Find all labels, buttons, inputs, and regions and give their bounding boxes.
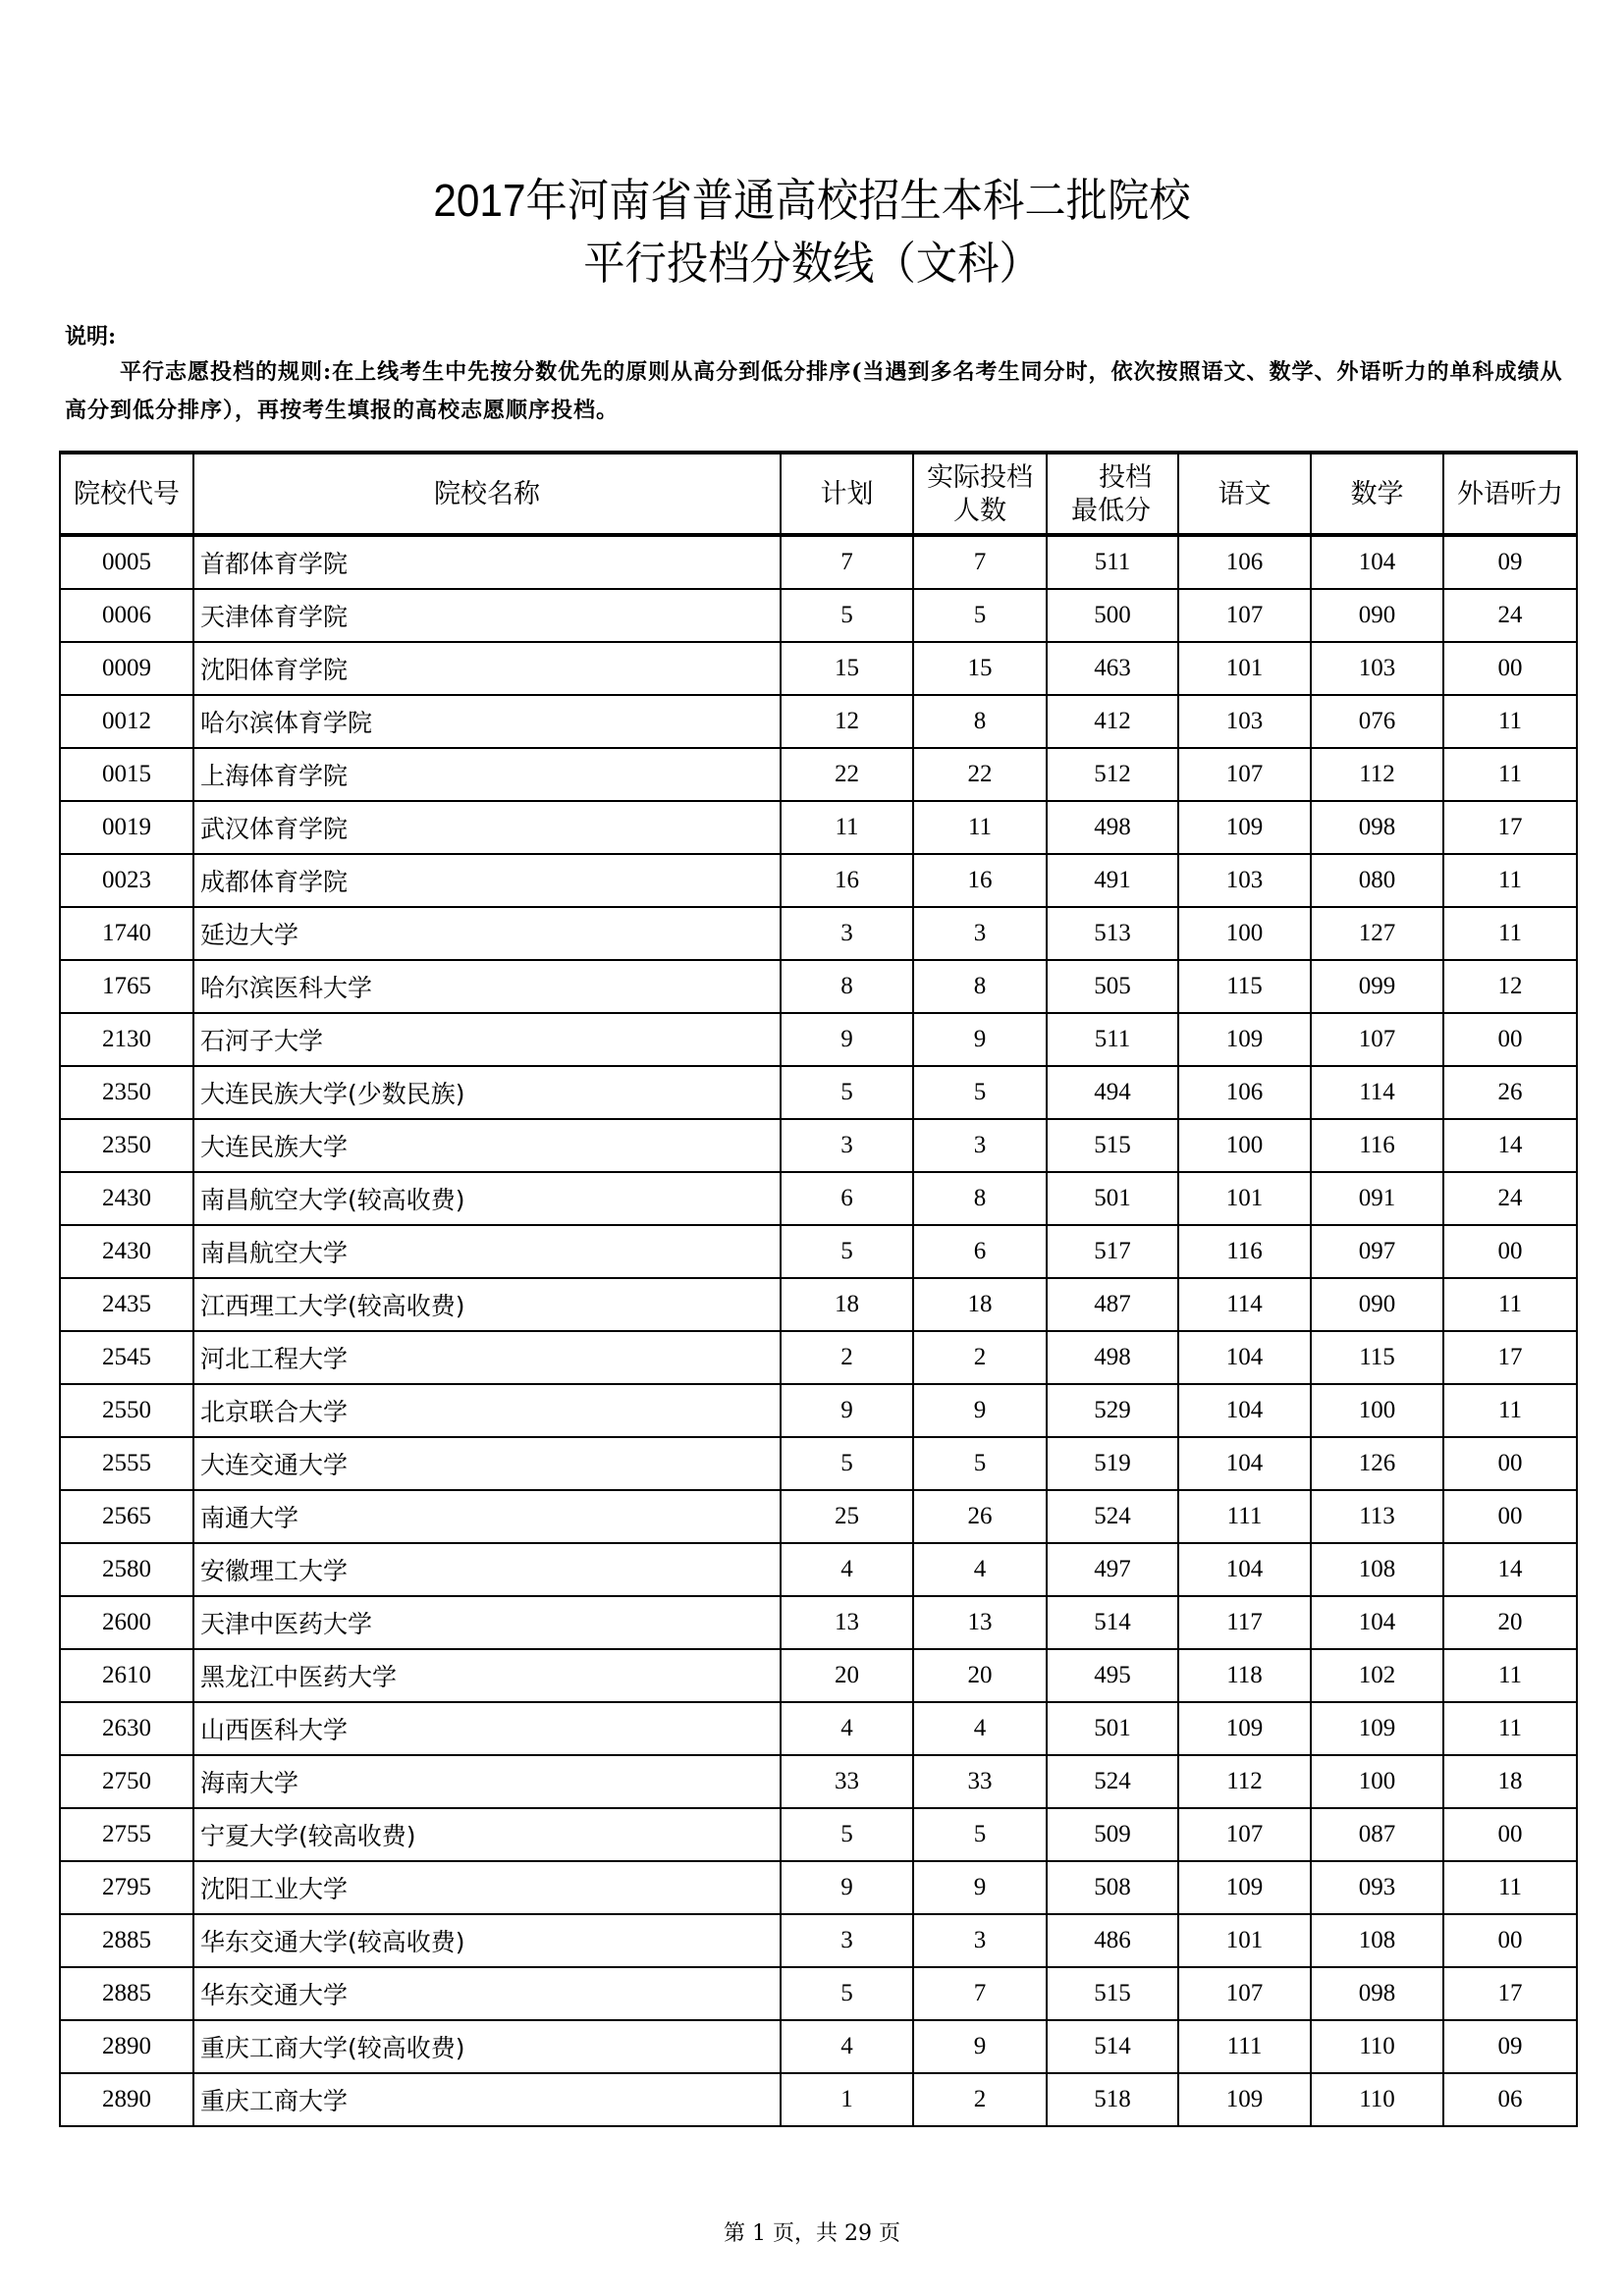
cell-min-score: 500 xyxy=(1047,589,1178,642)
cell-math: 104 xyxy=(1311,1596,1443,1649)
cell-actual: 5 xyxy=(913,1437,1047,1490)
cell-listening: 17 xyxy=(1443,1967,1577,2020)
cell-actual: 5 xyxy=(913,589,1047,642)
cell-chinese: 114 xyxy=(1178,1278,1311,1331)
cell-actual: 15 xyxy=(913,642,1047,695)
cell-plan: 4 xyxy=(781,1543,913,1596)
cell-plan: 12 xyxy=(781,695,913,748)
table-row xyxy=(60,1649,1577,1702)
cell-name: 哈尔滨体育学院 xyxy=(193,695,781,748)
table-row xyxy=(60,2020,1577,2073)
cell-min-score: 508 xyxy=(1047,1861,1178,1914)
table-row xyxy=(60,589,1577,642)
cell-chinese: 100 xyxy=(1178,907,1311,960)
cell-min-score: 509 xyxy=(1047,1808,1178,1861)
cell-chinese: 103 xyxy=(1178,854,1311,907)
cell-chinese: 111 xyxy=(1178,2020,1311,2073)
header-col-plan: 计划 xyxy=(781,453,913,535)
cell-name: 上海体育学院 xyxy=(193,748,781,801)
cell-chinese: 103 xyxy=(1178,695,1311,748)
score-table xyxy=(59,451,1578,2127)
cell-actual: 18 xyxy=(913,1278,1047,1331)
cell-plan: 11 xyxy=(781,801,913,854)
cell-chinese: 106 xyxy=(1178,1066,1311,1119)
cell-min-score: 512 xyxy=(1047,748,1178,801)
cell-math: 112 xyxy=(1311,748,1443,801)
cell-chinese: 111 xyxy=(1178,1490,1311,1543)
cell-name: 成都体育学院 xyxy=(193,854,781,907)
cell-min-score: 515 xyxy=(1047,1967,1178,2020)
cell-math: 116 xyxy=(1311,1119,1443,1172)
document-subtitle: 平行投档分数线（文科） xyxy=(583,238,1041,289)
cell-code: 2580 xyxy=(60,1543,193,1596)
table-row xyxy=(60,535,1577,589)
header-col-min-score xyxy=(1047,453,1178,535)
cell-code: 2130 xyxy=(60,1013,193,1066)
cell-code: 2795 xyxy=(60,1861,193,1914)
cell-min-score: 491 xyxy=(1047,854,1178,907)
cell-min-score: 498 xyxy=(1047,801,1178,854)
cell-chinese: 116 xyxy=(1178,1225,1311,1278)
cell-code: 2890 xyxy=(60,2020,193,2073)
cell-code: 2885 xyxy=(60,1967,193,2020)
cell-name: 黑龙江中医药大学 xyxy=(193,1649,781,1702)
cell-listening: 14 xyxy=(1443,1543,1577,1596)
document-title: 2017年河南省普通高校招生本科二批院校 xyxy=(433,175,1191,226)
cell-code: 2350 xyxy=(60,1119,193,1172)
cell-name: 华东交通大学(较高收费) xyxy=(193,1914,781,1967)
cell-plan: 9 xyxy=(781,1384,913,1437)
cell-code: 2430 xyxy=(60,1172,193,1225)
cell-listening: 00 xyxy=(1443,1914,1577,1967)
cell-name: 重庆工商大学(较高收费) xyxy=(193,2020,781,2073)
header-col-math: 数学 xyxy=(1311,453,1443,535)
cell-math: 108 xyxy=(1311,1914,1443,1967)
cell-plan: 22 xyxy=(781,748,913,801)
cell-listening: 00 xyxy=(1443,1808,1577,1861)
table-row xyxy=(60,1384,1577,1437)
cell-listening: 00 xyxy=(1443,1490,1577,1543)
cell-min-score: 505 xyxy=(1047,960,1178,1013)
cell-min-score: 515 xyxy=(1047,1119,1178,1172)
cell-actual: 7 xyxy=(913,535,1047,589)
cell-code: 2750 xyxy=(60,1755,193,1808)
cell-min-score: 514 xyxy=(1047,2020,1178,2073)
cell-plan: 3 xyxy=(781,1914,913,1967)
cell-min-score: 501 xyxy=(1047,1172,1178,1225)
cell-math: 090 xyxy=(1311,589,1443,642)
note-text: 平行志愿投档的规则:在上线考生中先按分数优先的原则从高分到低分排序(当遇到多名考生同分时，依次按照语文、数学、外语听力的单科成绩从高分到低分排序），再按考生填报的高校志愿顺序投档。 xyxy=(65,359,1563,423)
cell-chinese: 107 xyxy=(1178,1808,1311,1861)
cell-listening: 00 xyxy=(1443,642,1577,695)
cell-listening: 11 xyxy=(1443,1384,1577,1437)
cell-min-score: 412 xyxy=(1047,695,1178,748)
cell-plan: 5 xyxy=(781,1808,913,1861)
cell-chinese: 101 xyxy=(1178,1172,1311,1225)
cell-name: 大连交通大学 xyxy=(193,1437,781,1490)
cell-actual: 33 xyxy=(913,1755,1047,1808)
cell-plan: 13 xyxy=(781,1596,913,1649)
table-row xyxy=(60,642,1577,695)
cell-min-score: 519 xyxy=(1047,1437,1178,1490)
cell-name: 天津体育学院 xyxy=(193,589,781,642)
cell-math: 110 xyxy=(1311,2073,1443,2126)
cell-listening: 06 xyxy=(1443,2073,1577,2126)
cell-chinese: 115 xyxy=(1178,960,1311,1013)
cell-listening: 11 xyxy=(1443,1861,1577,1914)
cell-listening: 17 xyxy=(1443,1331,1577,1384)
cell-min-score: 514 xyxy=(1047,1596,1178,1649)
cell-plan: 9 xyxy=(781,1861,913,1914)
table-header-row xyxy=(60,453,1577,535)
cell-math: 113 xyxy=(1311,1490,1443,1543)
cell-actual: 22 xyxy=(913,748,1047,801)
cell-plan: 5 xyxy=(781,589,913,642)
cell-chinese: 100 xyxy=(1178,1119,1311,1172)
cell-plan: 20 xyxy=(781,1649,913,1702)
table-row xyxy=(60,1967,1577,2020)
cell-listening: 00 xyxy=(1443,1013,1577,1066)
cell-math: 107 xyxy=(1311,1013,1443,1066)
table-row xyxy=(60,960,1577,1013)
cell-math: 104 xyxy=(1311,535,1443,589)
cell-chinese: 117 xyxy=(1178,1596,1311,1649)
cell-min-score: 495 xyxy=(1047,1649,1178,1702)
cell-min-score: 511 xyxy=(1047,535,1178,589)
table-row xyxy=(60,907,1577,960)
cell-listening: 12 xyxy=(1443,960,1577,1013)
cell-min-score: 524 xyxy=(1047,1755,1178,1808)
cell-code: 1765 xyxy=(60,960,193,1013)
cell-actual: 8 xyxy=(913,695,1047,748)
cell-plan: 8 xyxy=(781,960,913,1013)
cell-name: 安徽理工大学 xyxy=(193,1543,781,1596)
table-row xyxy=(60,1808,1577,1861)
cell-plan: 18 xyxy=(781,1278,913,1331)
cell-listening: 00 xyxy=(1443,1225,1577,1278)
cell-name: 延边大学 xyxy=(193,907,781,960)
cell-code: 2430 xyxy=(60,1225,193,1278)
cell-plan: 15 xyxy=(781,642,913,695)
cell-chinese: 106 xyxy=(1178,535,1311,589)
table-row xyxy=(60,1490,1577,1543)
cell-math: 126 xyxy=(1311,1437,1443,1490)
cell-min-score: 517 xyxy=(1047,1225,1178,1278)
cell-actual: 26 xyxy=(913,1490,1047,1543)
cell-chinese: 104 xyxy=(1178,1543,1311,1596)
cell-actual: 9 xyxy=(913,2020,1047,2073)
cell-actual: 2 xyxy=(913,2073,1047,2126)
cell-listening: 11 xyxy=(1443,695,1577,748)
cell-actual: 3 xyxy=(913,1119,1047,1172)
cell-code: 2600 xyxy=(60,1596,193,1649)
cell-plan: 6 xyxy=(781,1172,913,1225)
cell-listening: 24 xyxy=(1443,1172,1577,1225)
cell-chinese: 118 xyxy=(1178,1649,1311,1702)
cell-math: 114 xyxy=(1311,1066,1443,1119)
cell-name: 天津中医药大学 xyxy=(193,1596,781,1649)
cell-math: 091 xyxy=(1311,1172,1443,1225)
cell-actual: 9 xyxy=(913,1013,1047,1066)
cell-actual: 7 xyxy=(913,1967,1047,2020)
cell-math: 108 xyxy=(1311,1543,1443,1596)
cell-listening: 09 xyxy=(1443,2020,1577,2073)
cell-name: 哈尔滨医科大学 xyxy=(193,960,781,1013)
cell-code: 0012 xyxy=(60,695,193,748)
cell-listening: 11 xyxy=(1443,854,1577,907)
cell-math: 097 xyxy=(1311,1225,1443,1278)
cell-chinese: 112 xyxy=(1178,1755,1311,1808)
cell-code: 2755 xyxy=(60,1808,193,1861)
header-col-listening: 外语听力 xyxy=(1443,453,1577,535)
table-row xyxy=(60,1437,1577,1490)
cell-min-score: 513 xyxy=(1047,907,1178,960)
cell-name: 北京联合大学 xyxy=(193,1384,781,1437)
cell-code: 0006 xyxy=(60,589,193,642)
table-row xyxy=(60,1119,1577,1172)
cell-min-score: 529 xyxy=(1047,1384,1178,1437)
table-row xyxy=(60,1596,1577,1649)
table-row xyxy=(60,1331,1577,1384)
cell-plan: 25 xyxy=(781,1490,913,1543)
table-row xyxy=(60,1543,1577,1596)
cell-actual: 5 xyxy=(913,1066,1047,1119)
cell-listening: 11 xyxy=(1443,1278,1577,1331)
cell-name: 宁夏大学(较高收费) xyxy=(193,1808,781,1861)
header-col-name: 院校名称 xyxy=(193,453,781,535)
table-row xyxy=(60,1013,1577,1066)
cell-name: 大连民族大学 xyxy=(193,1119,781,1172)
cell-code: 0023 xyxy=(60,854,193,907)
cell-name: 重庆工商大学 xyxy=(193,2073,781,2126)
cell-name: 华东交通大学 xyxy=(193,1967,781,2020)
table-row xyxy=(60,1278,1577,1331)
table-row xyxy=(60,1225,1577,1278)
cell-listening: 18 xyxy=(1443,1755,1577,1808)
cell-chinese: 109 xyxy=(1178,1702,1311,1755)
note-label: 说明: xyxy=(65,324,117,349)
cell-name: 沈阳工业大学 xyxy=(193,1861,781,1914)
cell-actual: 9 xyxy=(913,1861,1047,1914)
cell-actual: 13 xyxy=(913,1596,1047,1649)
cell-listening: 00 xyxy=(1443,1437,1577,1490)
cell-listening: 14 xyxy=(1443,1119,1577,1172)
cell-plan: 3 xyxy=(781,907,913,960)
cell-actual: 9 xyxy=(913,1384,1047,1437)
cell-actual: 20 xyxy=(913,1649,1047,1702)
cell-actual: 16 xyxy=(913,854,1047,907)
cell-plan: 1 xyxy=(781,2073,913,2126)
cell-chinese: 109 xyxy=(1178,1013,1311,1066)
cell-math: 102 xyxy=(1311,1649,1443,1702)
cell-min-score: 501 xyxy=(1047,1702,1178,1755)
cell-math: 103 xyxy=(1311,642,1443,695)
cell-code: 2555 xyxy=(60,1437,193,1490)
cell-listening: 11 xyxy=(1443,1702,1577,1755)
table-row xyxy=(60,748,1577,801)
cell-listening: 17 xyxy=(1443,801,1577,854)
cell-listening: 11 xyxy=(1443,748,1577,801)
cell-name: 山西医科大学 xyxy=(193,1702,781,1755)
table-row xyxy=(60,1172,1577,1225)
cell-math: 090 xyxy=(1311,1278,1443,1331)
header-col-actual-label: 实际投档人数 xyxy=(927,462,1033,525)
cell-actual: 4 xyxy=(913,1702,1047,1755)
cell-math: 115 xyxy=(1311,1331,1443,1384)
cell-chinese: 107 xyxy=(1178,589,1311,642)
table-row xyxy=(60,2073,1577,2126)
cell-code: 0009 xyxy=(60,642,193,695)
cell-name: 首都体育学院 xyxy=(193,535,781,589)
cell-math: 100 xyxy=(1311,1755,1443,1808)
cell-plan: 33 xyxy=(781,1755,913,1808)
cell-math: 087 xyxy=(1311,1808,1443,1861)
cell-code: 0005 xyxy=(60,535,193,589)
cell-plan: 4 xyxy=(781,1702,913,1755)
cell-code: 2435 xyxy=(60,1278,193,1331)
cell-plan: 2 xyxy=(781,1331,913,1384)
cell-chinese: 104 xyxy=(1178,1437,1311,1490)
table-row xyxy=(60,1066,1577,1119)
cell-name: 武汉体育学院 xyxy=(193,801,781,854)
cell-code: 2630 xyxy=(60,1702,193,1755)
cell-min-score: 463 xyxy=(1047,642,1178,695)
header-col-actual xyxy=(913,453,1047,535)
cell-plan: 5 xyxy=(781,1066,913,1119)
cell-actual: 5 xyxy=(913,1808,1047,1861)
cell-min-score: 487 xyxy=(1047,1278,1178,1331)
cell-listening: 11 xyxy=(1443,907,1577,960)
cell-code: 2350 xyxy=(60,1066,193,1119)
cell-chinese: 109 xyxy=(1178,801,1311,854)
cell-code: 2565 xyxy=(60,1490,193,1543)
cell-math: 110 xyxy=(1311,2020,1443,2073)
cell-plan: 5 xyxy=(781,1967,913,2020)
cell-code: 2885 xyxy=(60,1914,193,1967)
cell-chinese: 109 xyxy=(1178,2073,1311,2126)
cell-actual: 8 xyxy=(913,960,1047,1013)
cell-actual: 4 xyxy=(913,1543,1047,1596)
cell-code: 1740 xyxy=(60,907,193,960)
cell-chinese: 101 xyxy=(1178,1914,1311,1967)
cell-code: 2550 xyxy=(60,1384,193,1437)
cell-listening: 24 xyxy=(1443,589,1577,642)
cell-listening: 20 xyxy=(1443,1596,1577,1649)
table-row xyxy=(60,1861,1577,1914)
cell-code: 2610 xyxy=(60,1649,193,1702)
cell-math: 127 xyxy=(1311,907,1443,960)
header-col-min-score-label: 投档最低分 xyxy=(1071,462,1152,525)
table-row xyxy=(60,1755,1577,1808)
cell-math: 109 xyxy=(1311,1702,1443,1755)
cell-min-score: 486 xyxy=(1047,1914,1178,1967)
table-row xyxy=(60,695,1577,748)
cell-math: 080 xyxy=(1311,854,1443,907)
cell-name: 大连民族大学(少数民族) xyxy=(193,1066,781,1119)
cell-listening: 11 xyxy=(1443,1649,1577,1702)
cell-name: 江西理工大学(较高收费) xyxy=(193,1278,781,1331)
cell-name: 南昌航空大学(较高收费) xyxy=(193,1172,781,1225)
cell-chinese: 109 xyxy=(1178,1861,1311,1914)
cell-math: 100 xyxy=(1311,1384,1443,1437)
table-row xyxy=(60,1702,1577,1755)
header-col-code: 院校代号 xyxy=(60,453,193,535)
cell-plan: 5 xyxy=(781,1225,913,1278)
cell-min-score: 518 xyxy=(1047,2073,1178,2126)
cell-min-score: 497 xyxy=(1047,1543,1178,1596)
cell-plan: 7 xyxy=(781,535,913,589)
cell-plan: 16 xyxy=(781,854,913,907)
cell-code: 2545 xyxy=(60,1331,193,1384)
cell-code: 0015 xyxy=(60,748,193,801)
cell-chinese: 107 xyxy=(1178,748,1311,801)
cell-chinese: 101 xyxy=(1178,642,1311,695)
cell-min-score: 511 xyxy=(1047,1013,1178,1066)
cell-chinese: 104 xyxy=(1178,1384,1311,1437)
cell-name: 南昌航空大学 xyxy=(193,1225,781,1278)
cell-math: 098 xyxy=(1311,801,1443,854)
table-row xyxy=(60,801,1577,854)
cell-plan: 5 xyxy=(781,1437,913,1490)
table-row xyxy=(60,854,1577,907)
cell-name: 沈阳体育学院 xyxy=(193,642,781,695)
cell-plan: 4 xyxy=(781,2020,913,2073)
cell-math: 098 xyxy=(1311,1967,1443,2020)
page-footer: 第 1 页，共 29 页 xyxy=(724,2221,900,2246)
cell-name: 石河子大学 xyxy=(193,1013,781,1066)
cell-code: 0019 xyxy=(60,801,193,854)
cell-min-score: 494 xyxy=(1047,1066,1178,1119)
cell-code: 2890 xyxy=(60,2073,193,2126)
table-row xyxy=(60,1914,1577,1967)
cell-listening: 09 xyxy=(1443,535,1577,589)
cell-actual: 6 xyxy=(913,1225,1047,1278)
cell-plan: 9 xyxy=(781,1013,913,1066)
cell-name: 河北工程大学 xyxy=(193,1331,781,1384)
cell-chinese: 107 xyxy=(1178,1967,1311,2020)
cell-actual: 2 xyxy=(913,1331,1047,1384)
cell-listening: 26 xyxy=(1443,1066,1577,1119)
cell-name: 南通大学 xyxy=(193,1490,781,1543)
cell-min-score: 524 xyxy=(1047,1490,1178,1543)
header-col-chinese: 语文 xyxy=(1178,453,1311,535)
cell-actual: 11 xyxy=(913,801,1047,854)
cell-actual: 3 xyxy=(913,907,1047,960)
cell-name: 海南大学 xyxy=(193,1755,781,1808)
cell-math: 099 xyxy=(1311,960,1443,1013)
cell-min-score: 498 xyxy=(1047,1331,1178,1384)
cell-math: 093 xyxy=(1311,1861,1443,1914)
cell-math: 076 xyxy=(1311,695,1443,748)
cell-actual: 8 xyxy=(913,1172,1047,1225)
cell-plan: 3 xyxy=(781,1119,913,1172)
cell-actual: 3 xyxy=(913,1914,1047,1967)
cell-chinese: 104 xyxy=(1178,1331,1311,1384)
